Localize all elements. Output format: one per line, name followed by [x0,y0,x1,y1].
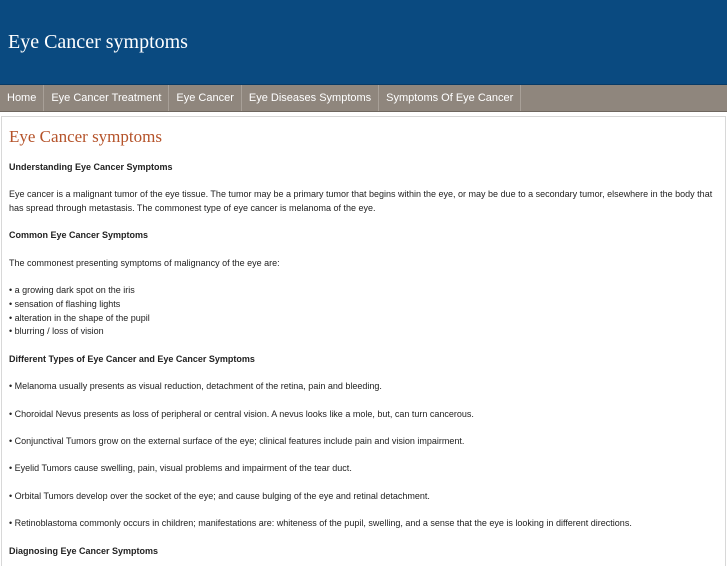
paragraph-melanoma: • Melanoma usually presents as visual reduction, detachment of the retina, pain and bleeding. [9,381,382,392]
paragraph-orbital-tumors: • Orbital Tumors develop over the socket of the eye; and cause bulging of the eye and retinal detachment. [9,490,430,501]
heading-diagnosing: Diagnosing Eye Cancer Symptoms [9,545,159,556]
site-title-link[interactable]: Eye Cancer symptoms [8,31,188,53]
article-title: Eye Cancer symptoms [9,127,162,146]
paragraph-common-symptoms: The commonest presenting symptoms of malignancy of the eye are: [9,257,280,268]
list-item: • blurring / loss of vision [9,326,104,337]
paragraph-eyelid-tumors: • Eyelid Tumors cause swelling, pain, visual problems and impairment of the tear duct. [9,463,352,474]
list-item: • a growing dark spot on the iris [9,285,135,296]
paragraph-choroidal-nevus: • Choroidal Nevus presents as loss of peripheral or central vision. A nevus looks like a mole, but, can turn cancerous. [9,408,474,419]
article-body [9,161,718,558]
paragraph-conjunctival-tumors: • Conjunctival Tumors grow on the external surface of the eye; clinical features include pain and vision impairment. [9,435,465,446]
list-item: • sensation of flashing lights [9,298,121,309]
paragraph-intro: Eye cancer is a malignant tumor of the eye tissue. The tumor may be a primary tumor that begins within the eye, or may be due to a secondary tumor, elsewhere in the body that has spread through metastasis. The commonest type of eye cancer is melanoma of the eye. [9,189,713,214]
nav-home[interactable]: Home [0,85,44,111]
nav-symptoms-of-eye-cancer[interactable]: Symptoms Of Eye Cancer [379,85,521,111]
heading-common-symptoms: Common Eye Cancer Symptoms [9,230,149,241]
article-container [1,116,726,566]
heading-types: Different Types of Eye Cancer and Eye Cancer Symptoms [9,353,255,364]
heading-understanding: Understanding Eye Cancer Symptoms [9,162,173,172]
main-nav [0,85,727,112]
list-item: • alteration in the shape of the pupil [9,312,150,323]
paragraph-retinoblastoma: • Retinoblastoma commonly occurs in children; manifestations are: whiteness of the pupil, swelling, and a sense that the eye is looking in different directions. [9,518,632,529]
nav-eye-diseases-symptoms[interactable]: Eye Diseases Symptoms [242,85,379,111]
nav-eye-cancer-treatment[interactable]: Eye Cancer Treatment [44,85,169,111]
nav-eye-cancer[interactable]: Eye Cancer [169,85,241,111]
site-header [0,0,727,85]
symptom-list [9,284,718,339]
